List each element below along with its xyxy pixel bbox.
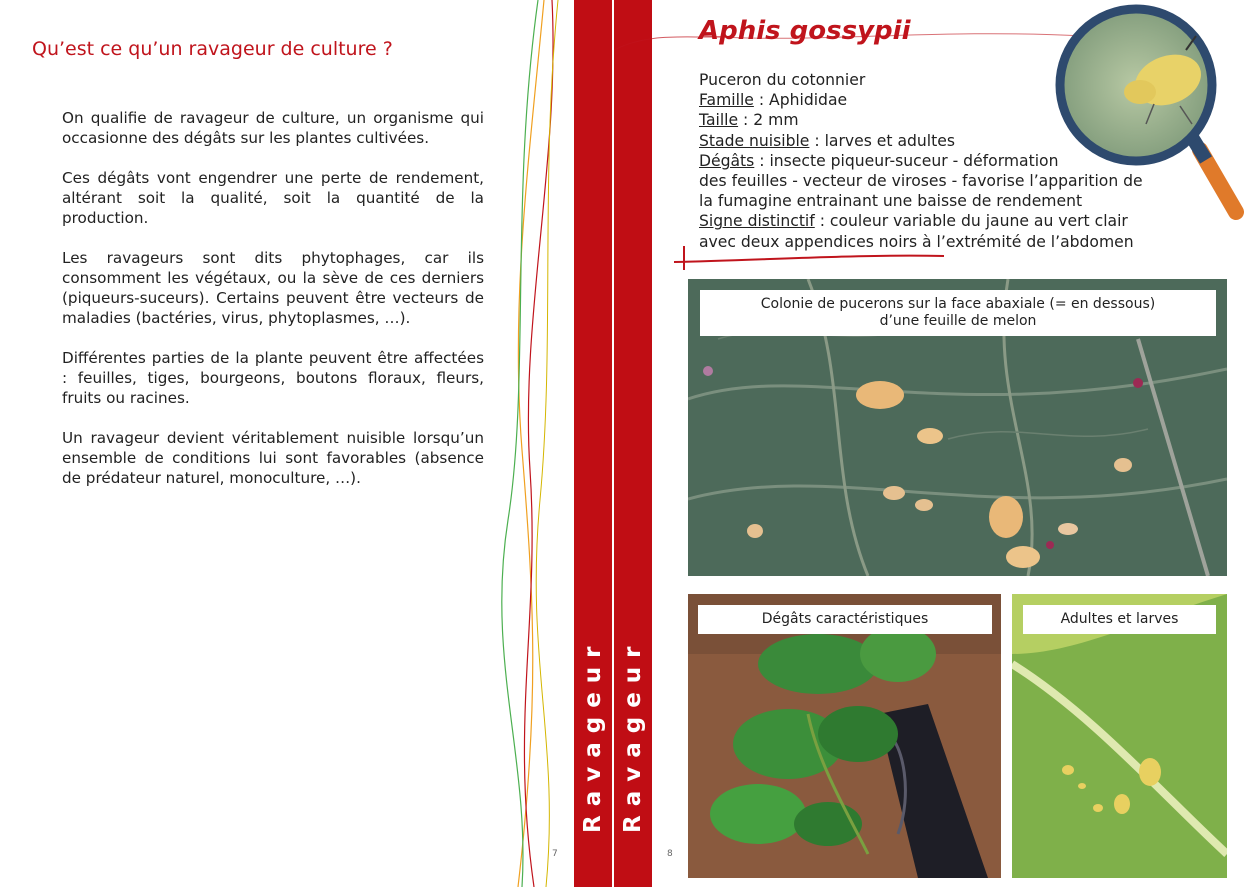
sign-label: Signe distinctif xyxy=(699,212,815,231)
magnifier-icon xyxy=(1050,0,1244,225)
paragraph-definition: On qualifie de ravageur de culture, un organisme qui occasionne des dégâts sur les plantes cultivées. xyxy=(62,109,484,147)
band-label-right: Ravageur xyxy=(620,637,646,833)
size-value: : 2 mm xyxy=(738,111,799,130)
caption-colony-line-2: d’une feuille de melon xyxy=(879,313,1037,329)
damage-line-3: la fumagine entrainant une baisse de rendement xyxy=(699,192,1083,211)
family-label: Famille xyxy=(699,91,754,110)
sign-value: : couleur variable du jaune au vert clair xyxy=(814,212,1128,231)
common-name: Puceron du cotonnier xyxy=(699,71,866,89)
band-label-left: Ravageur xyxy=(580,637,606,833)
size-label: Taille xyxy=(699,111,739,130)
damage-value: : insecte piqueur-suceur - déformation xyxy=(754,151,1059,170)
damage-photo-illustration xyxy=(688,594,1001,878)
caption-damage: Dégâts caractéristiques xyxy=(698,605,992,634)
family-value: : Aphididae xyxy=(753,91,848,110)
decorative-curves xyxy=(500,0,580,887)
photo-adults-larvae xyxy=(1012,594,1227,878)
caption-colony-line-1: Colonie de pucerons sur la face abaxiale (= en dessous) xyxy=(760,296,1156,312)
adults-photo-illustration xyxy=(1012,594,1227,878)
sign-line-2: avec deux appendices noirs à l’extrémité de l’abdomen xyxy=(699,232,1134,251)
stage-label: Stade nuisible xyxy=(699,131,810,150)
species-name: Aphis gossypii xyxy=(699,16,911,46)
paragraph-plant-parts: Différentes parties de la plante peuvent être affectées : feuilles, tiges, bourgeons, boutons floraux, fleurs, fruits ou racines. xyxy=(62,349,484,407)
paragraph-nuisible: Un ravageur devient véritablement nuisible lorsqu’un ensemble de conditions lui sont favorables (absence de prédateur naturel, monoculture, …). xyxy=(62,429,484,487)
left-page-title: Qu’est ce qu’un ravageur de culture ? xyxy=(32,38,393,60)
page-number-left: 7 xyxy=(552,849,558,859)
caption-adults: Adultes et larves xyxy=(1023,605,1216,634)
stage-value: : larves et adultes xyxy=(809,131,955,150)
caption-colony xyxy=(700,290,1216,336)
paragraph-phytophages: Les ravageurs sont dits phytophages, car ils consomment les végétaux, ou la sève de ces derniers (piqueurs-suceurs). Certains peuvent être vecteurs de maladies (bactéries, virus, phytoplasmes, …). xyxy=(62,249,484,327)
paragraph-damage: Ces dégâts vont engendrer une perte de rendement, altérant soit la qualité, soit la quantité de la production. xyxy=(62,169,484,227)
damage-label: Dégâts xyxy=(699,151,755,170)
photo-damage xyxy=(688,594,1001,878)
left-page-body xyxy=(62,108,484,508)
page-number-right: 8 xyxy=(667,849,673,859)
damage-line-2: des feuilles - vecteur de viroses - favorise l’apparition de xyxy=(699,172,1143,191)
